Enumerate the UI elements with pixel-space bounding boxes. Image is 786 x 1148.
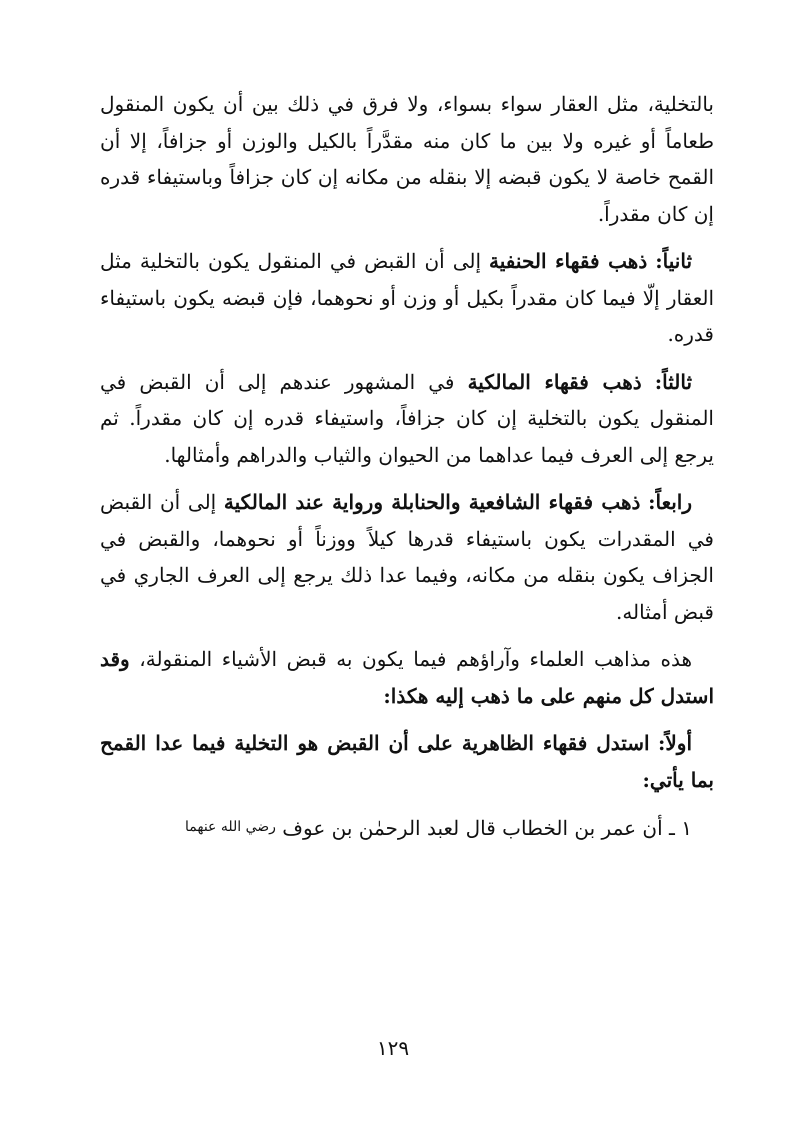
- paragraph-2: [100, 243, 714, 353]
- paragraph-7-text: ١ ـ أن عمر بن الخطاب قال لعبد الرحمٰن بن عوف: [282, 816, 692, 840]
- paragraph-4-bold: ذهب فقهاء الشافعية والحنابلة ورواية عند المالكية: [223, 490, 641, 514]
- paragraph-2-text: إلى أن القبض في المنقول يكون بالتخلية مثل العقار إلّا فيما كان مقدراً بكيل أو وزن أو نحوهما، فإن قبضه يكون باستيفاء قدره.: [100, 249, 714, 346]
- paragraph-1: [100, 86, 714, 232]
- paragraph-3-lead: ثالثاً:: [654, 369, 693, 394]
- paragraph-6-lead: أولاً:: [658, 731, 693, 755]
- paragraph-3: [100, 364, 714, 474]
- paragraph-3-bold: ذهب فقهاء المالكية: [467, 369, 642, 394]
- paragraph-2-lead: ثانياً:: [655, 249, 693, 273]
- paragraph-5-text: هذه مذاهب العلماء وآراؤهم فيما يكون به قبض الأشياء المنقولة،: [139, 647, 692, 671]
- paragraph-5-bold-tail: وقد استدل كل منهم على ما ذهب إليه هكذا:: [100, 647, 714, 708]
- paragraph-2-bold: ذهب فقهاء الحنفية: [489, 249, 648, 273]
- paragraph-3-text: في المشهور عندهم إلى أن القبض في المنقول يكون بالتخلية إن كان جزافاً، واستيفاء قدره إن كان مقدراً. ثم يرجع إلى العرف فيما عداهما من الحيوان والثياب والدراهم وأمثالها.: [100, 369, 714, 467]
- paragraph-4-lead: رابعاً:: [648, 490, 693, 514]
- honorific-glyph: رضي الله عنهما: [185, 819, 276, 835]
- paragraph-1-text: بالتخلية، مثل العقار سواء بسواء، ولا فرق في ذلك بين أن يكون المنقول طعاماً أو غيره ولا بين ما كان منه مقدَّراً بالكيل والوزن أو جزافاً، إلا أن القمح خاصة لا يكون قبضه إلا بنقله من مكانه إن كان جزافاً وباستيفاء قدره إن كان مقدراً.: [100, 92, 714, 226]
- paragraph-5: [100, 641, 714, 714]
- page-body: [100, 86, 714, 858]
- paragraph-7: [100, 809, 714, 847]
- paragraph-4: [100, 484, 714, 630]
- paragraph-6: [100, 725, 714, 798]
- paragraph-4-text: إلى أن القبض في المقدرات يكون باستيفاء قدرها كيلاً ووزناً أو نحوهما، والقبض في الجزاف يكون بنقله من مكانه، وفيما عدا ذلك يرجع إلى العرف الجاري في قبض أمثاله.: [100, 490, 714, 624]
- paragraph-6-bold: استدل فقهاء الظاهرية على أن القبض هو التخلية فيما عدا القمح بما يأتي:: [100, 731, 714, 792]
- page-number: ١٢٩: [376, 1036, 410, 1060]
